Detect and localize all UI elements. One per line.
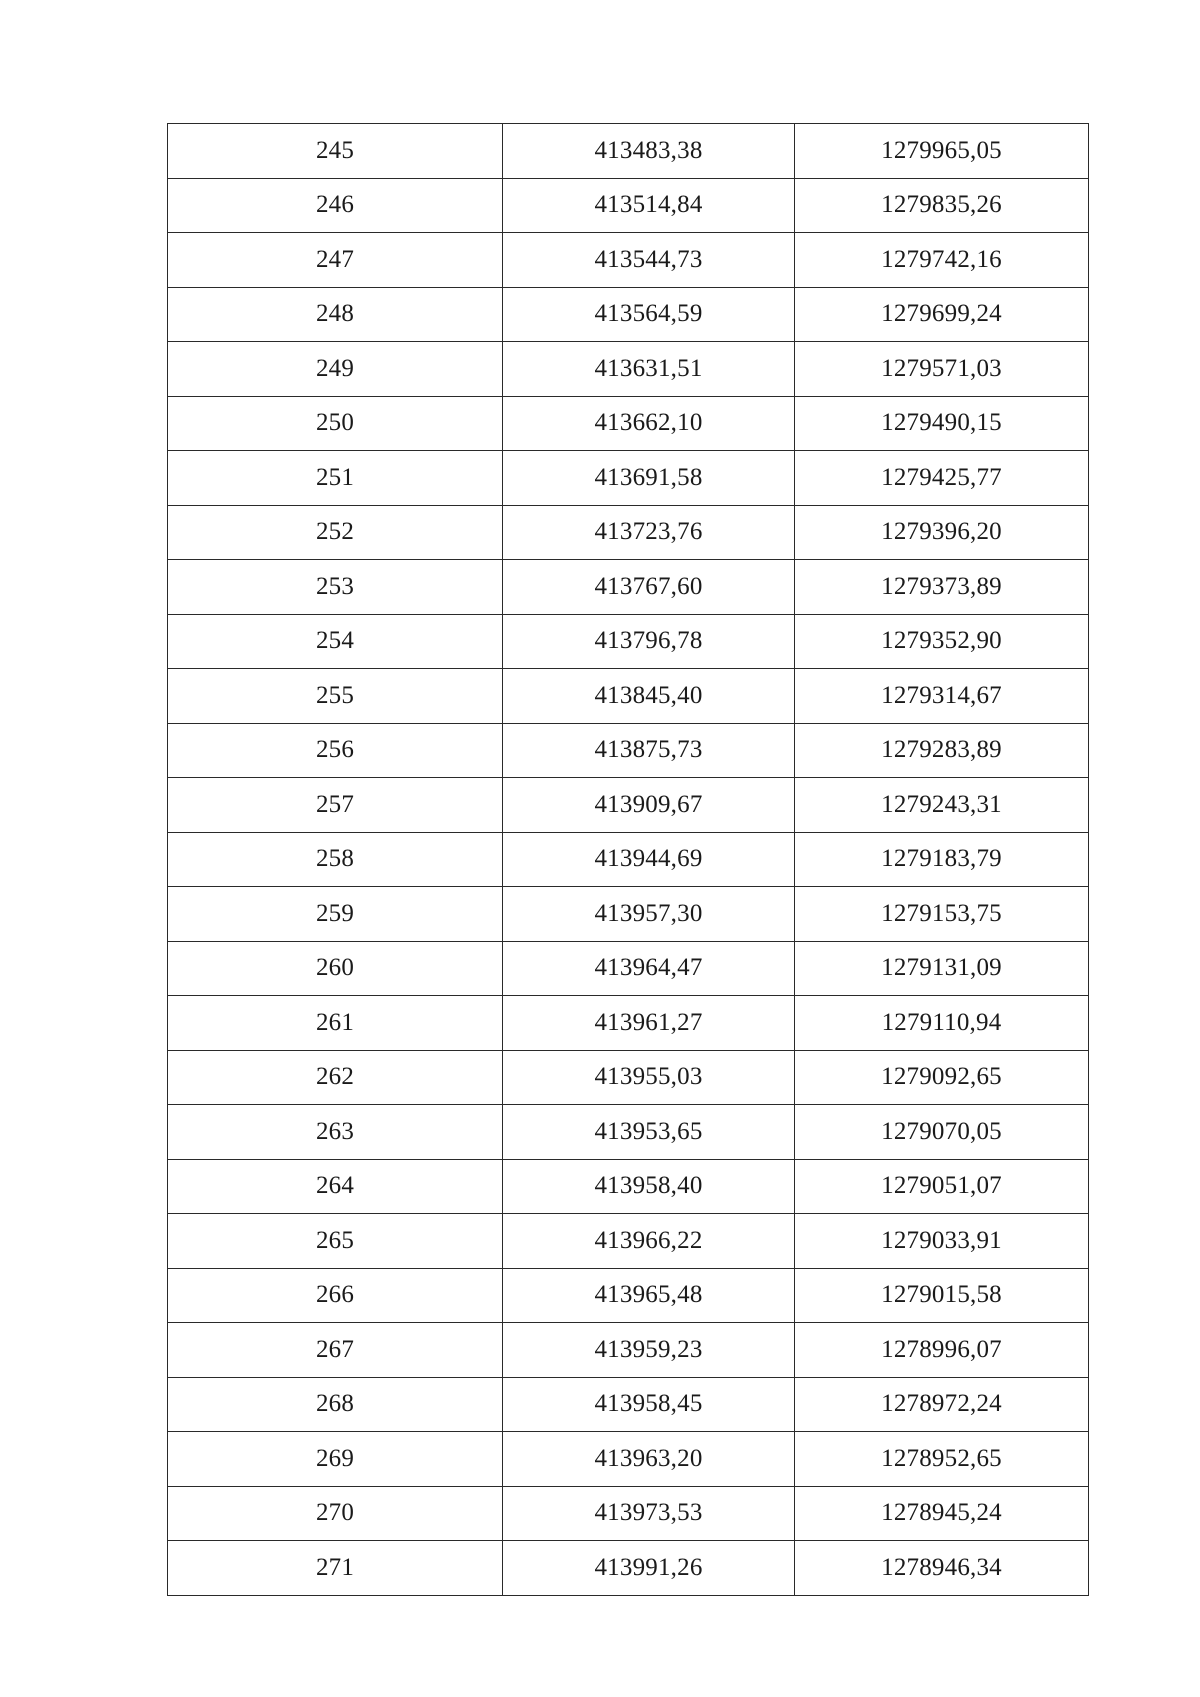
x-coordinate-cell: 413796,78 [503, 614, 795, 669]
x-coordinate-cell: 413957,30 [503, 887, 795, 942]
y-coordinate-cell: 1279571,03 [795, 342, 1089, 397]
y-coordinate-cell: 1279283,89 [795, 723, 1089, 778]
x-coordinate-cell: 413964,47 [503, 941, 795, 996]
y-coordinate-cell: 1279153,75 [795, 887, 1089, 942]
x-coordinate-cell: 413631,51 [503, 342, 795, 397]
y-coordinate-cell: 1278945,24 [795, 1486, 1089, 1541]
y-coordinate-cell: 1278996,07 [795, 1323, 1089, 1378]
table-row [168, 342, 1089, 397]
point-number-cell: 265 [168, 1214, 503, 1269]
table-row [168, 1159, 1089, 1214]
x-coordinate-cell: 413845,40 [503, 669, 795, 724]
y-coordinate-cell: 1279835,26 [795, 178, 1089, 233]
y-coordinate-cell: 1279051,07 [795, 1159, 1089, 1214]
point-number-cell: 249 [168, 342, 503, 397]
y-coordinate-cell: 1279131,09 [795, 941, 1089, 996]
point-number-cell: 253 [168, 560, 503, 615]
point-number-cell: 256 [168, 723, 503, 778]
x-coordinate-cell: 413767,60 [503, 560, 795, 615]
x-coordinate-cell: 413514,84 [503, 178, 795, 233]
point-number-cell: 264 [168, 1159, 503, 1214]
point-number-cell: 271 [168, 1541, 503, 1596]
x-coordinate-cell: 413691,58 [503, 451, 795, 506]
x-coordinate-cell: 413953,65 [503, 1105, 795, 1160]
y-coordinate-cell: 1279490,15 [795, 396, 1089, 451]
y-coordinate-cell: 1279070,05 [795, 1105, 1089, 1160]
x-coordinate-cell: 413973,53 [503, 1486, 795, 1541]
point-number-cell: 250 [168, 396, 503, 451]
point-number-cell: 260 [168, 941, 503, 996]
point-number-cell: 270 [168, 1486, 503, 1541]
x-coordinate-cell: 413958,40 [503, 1159, 795, 1214]
table-row [168, 505, 1089, 560]
table-row [168, 560, 1089, 615]
y-coordinate-cell: 1279033,91 [795, 1214, 1089, 1269]
coordinates-table-body [168, 124, 1089, 1596]
point-number-cell: 252 [168, 505, 503, 560]
x-coordinate-cell: 413966,22 [503, 1214, 795, 1269]
point-number-cell: 262 [168, 1050, 503, 1105]
x-coordinate-cell: 413909,67 [503, 778, 795, 833]
x-coordinate-cell: 413961,27 [503, 996, 795, 1051]
point-number-cell: 245 [168, 124, 503, 179]
x-coordinate-cell: 413959,23 [503, 1323, 795, 1378]
point-number-cell: 266 [168, 1268, 503, 1323]
y-coordinate-cell: 1279425,77 [795, 451, 1089, 506]
y-coordinate-cell: 1278946,34 [795, 1541, 1089, 1596]
x-coordinate-cell: 413544,73 [503, 233, 795, 288]
point-number-cell: 251 [168, 451, 503, 506]
table-row [168, 1105, 1089, 1160]
point-number-cell: 246 [168, 178, 503, 233]
point-number-cell: 257 [168, 778, 503, 833]
y-coordinate-cell: 1279110,94 [795, 996, 1089, 1051]
y-coordinate-cell: 1279965,05 [795, 124, 1089, 179]
table-row [168, 1377, 1089, 1432]
table-row [168, 451, 1089, 506]
point-number-cell: 268 [168, 1377, 503, 1432]
y-coordinate-cell: 1279742,16 [795, 233, 1089, 288]
x-coordinate-cell: 413723,76 [503, 505, 795, 560]
x-coordinate-cell: 413963,20 [503, 1432, 795, 1487]
table-row [168, 1323, 1089, 1378]
point-number-cell: 263 [168, 1105, 503, 1160]
table-row [168, 396, 1089, 451]
y-coordinate-cell: 1279373,89 [795, 560, 1089, 615]
x-coordinate-cell: 413958,45 [503, 1377, 795, 1432]
point-number-cell: 269 [168, 1432, 503, 1487]
table-row [168, 887, 1089, 942]
x-coordinate-cell: 413991,26 [503, 1541, 795, 1596]
y-coordinate-cell: 1279015,58 [795, 1268, 1089, 1323]
x-coordinate-cell: 413662,10 [503, 396, 795, 451]
point-number-cell: 254 [168, 614, 503, 669]
table-row [168, 996, 1089, 1051]
y-coordinate-cell: 1279396,20 [795, 505, 1089, 560]
table-row [168, 778, 1089, 833]
y-coordinate-cell: 1279699,24 [795, 287, 1089, 342]
table-row [168, 1541, 1089, 1596]
x-coordinate-cell: 413944,69 [503, 832, 795, 887]
point-number-cell: 258 [168, 832, 503, 887]
point-number-cell: 248 [168, 287, 503, 342]
y-coordinate-cell: 1278972,24 [795, 1377, 1089, 1432]
table-row [168, 941, 1089, 996]
table-row [168, 1214, 1089, 1269]
table-row [168, 287, 1089, 342]
point-number-cell: 267 [168, 1323, 503, 1378]
point-number-cell: 259 [168, 887, 503, 942]
table-row [168, 669, 1089, 724]
table-row [168, 233, 1089, 288]
y-coordinate-cell: 1279314,67 [795, 669, 1089, 724]
table-row [168, 1486, 1089, 1541]
point-number-cell: 261 [168, 996, 503, 1051]
x-coordinate-cell: 413875,73 [503, 723, 795, 778]
coordinates-table [167, 123, 1089, 1596]
y-coordinate-cell: 1279352,90 [795, 614, 1089, 669]
table-row [168, 178, 1089, 233]
point-number-cell: 255 [168, 669, 503, 724]
y-coordinate-cell: 1278952,65 [795, 1432, 1089, 1487]
table-row [168, 1432, 1089, 1487]
table-row [168, 124, 1089, 179]
x-coordinate-cell: 413965,48 [503, 1268, 795, 1323]
point-number-cell: 247 [168, 233, 503, 288]
table-row [168, 1268, 1089, 1323]
table-row [168, 614, 1089, 669]
table-row [168, 832, 1089, 887]
x-coordinate-cell: 413955,03 [503, 1050, 795, 1105]
y-coordinate-cell: 1279092,65 [795, 1050, 1089, 1105]
y-coordinate-cell: 1279183,79 [795, 832, 1089, 887]
x-coordinate-cell: 413483,38 [503, 124, 795, 179]
y-coordinate-cell: 1279243,31 [795, 778, 1089, 833]
table-row [168, 1050, 1089, 1105]
table-row [168, 723, 1089, 778]
x-coordinate-cell: 413564,59 [503, 287, 795, 342]
